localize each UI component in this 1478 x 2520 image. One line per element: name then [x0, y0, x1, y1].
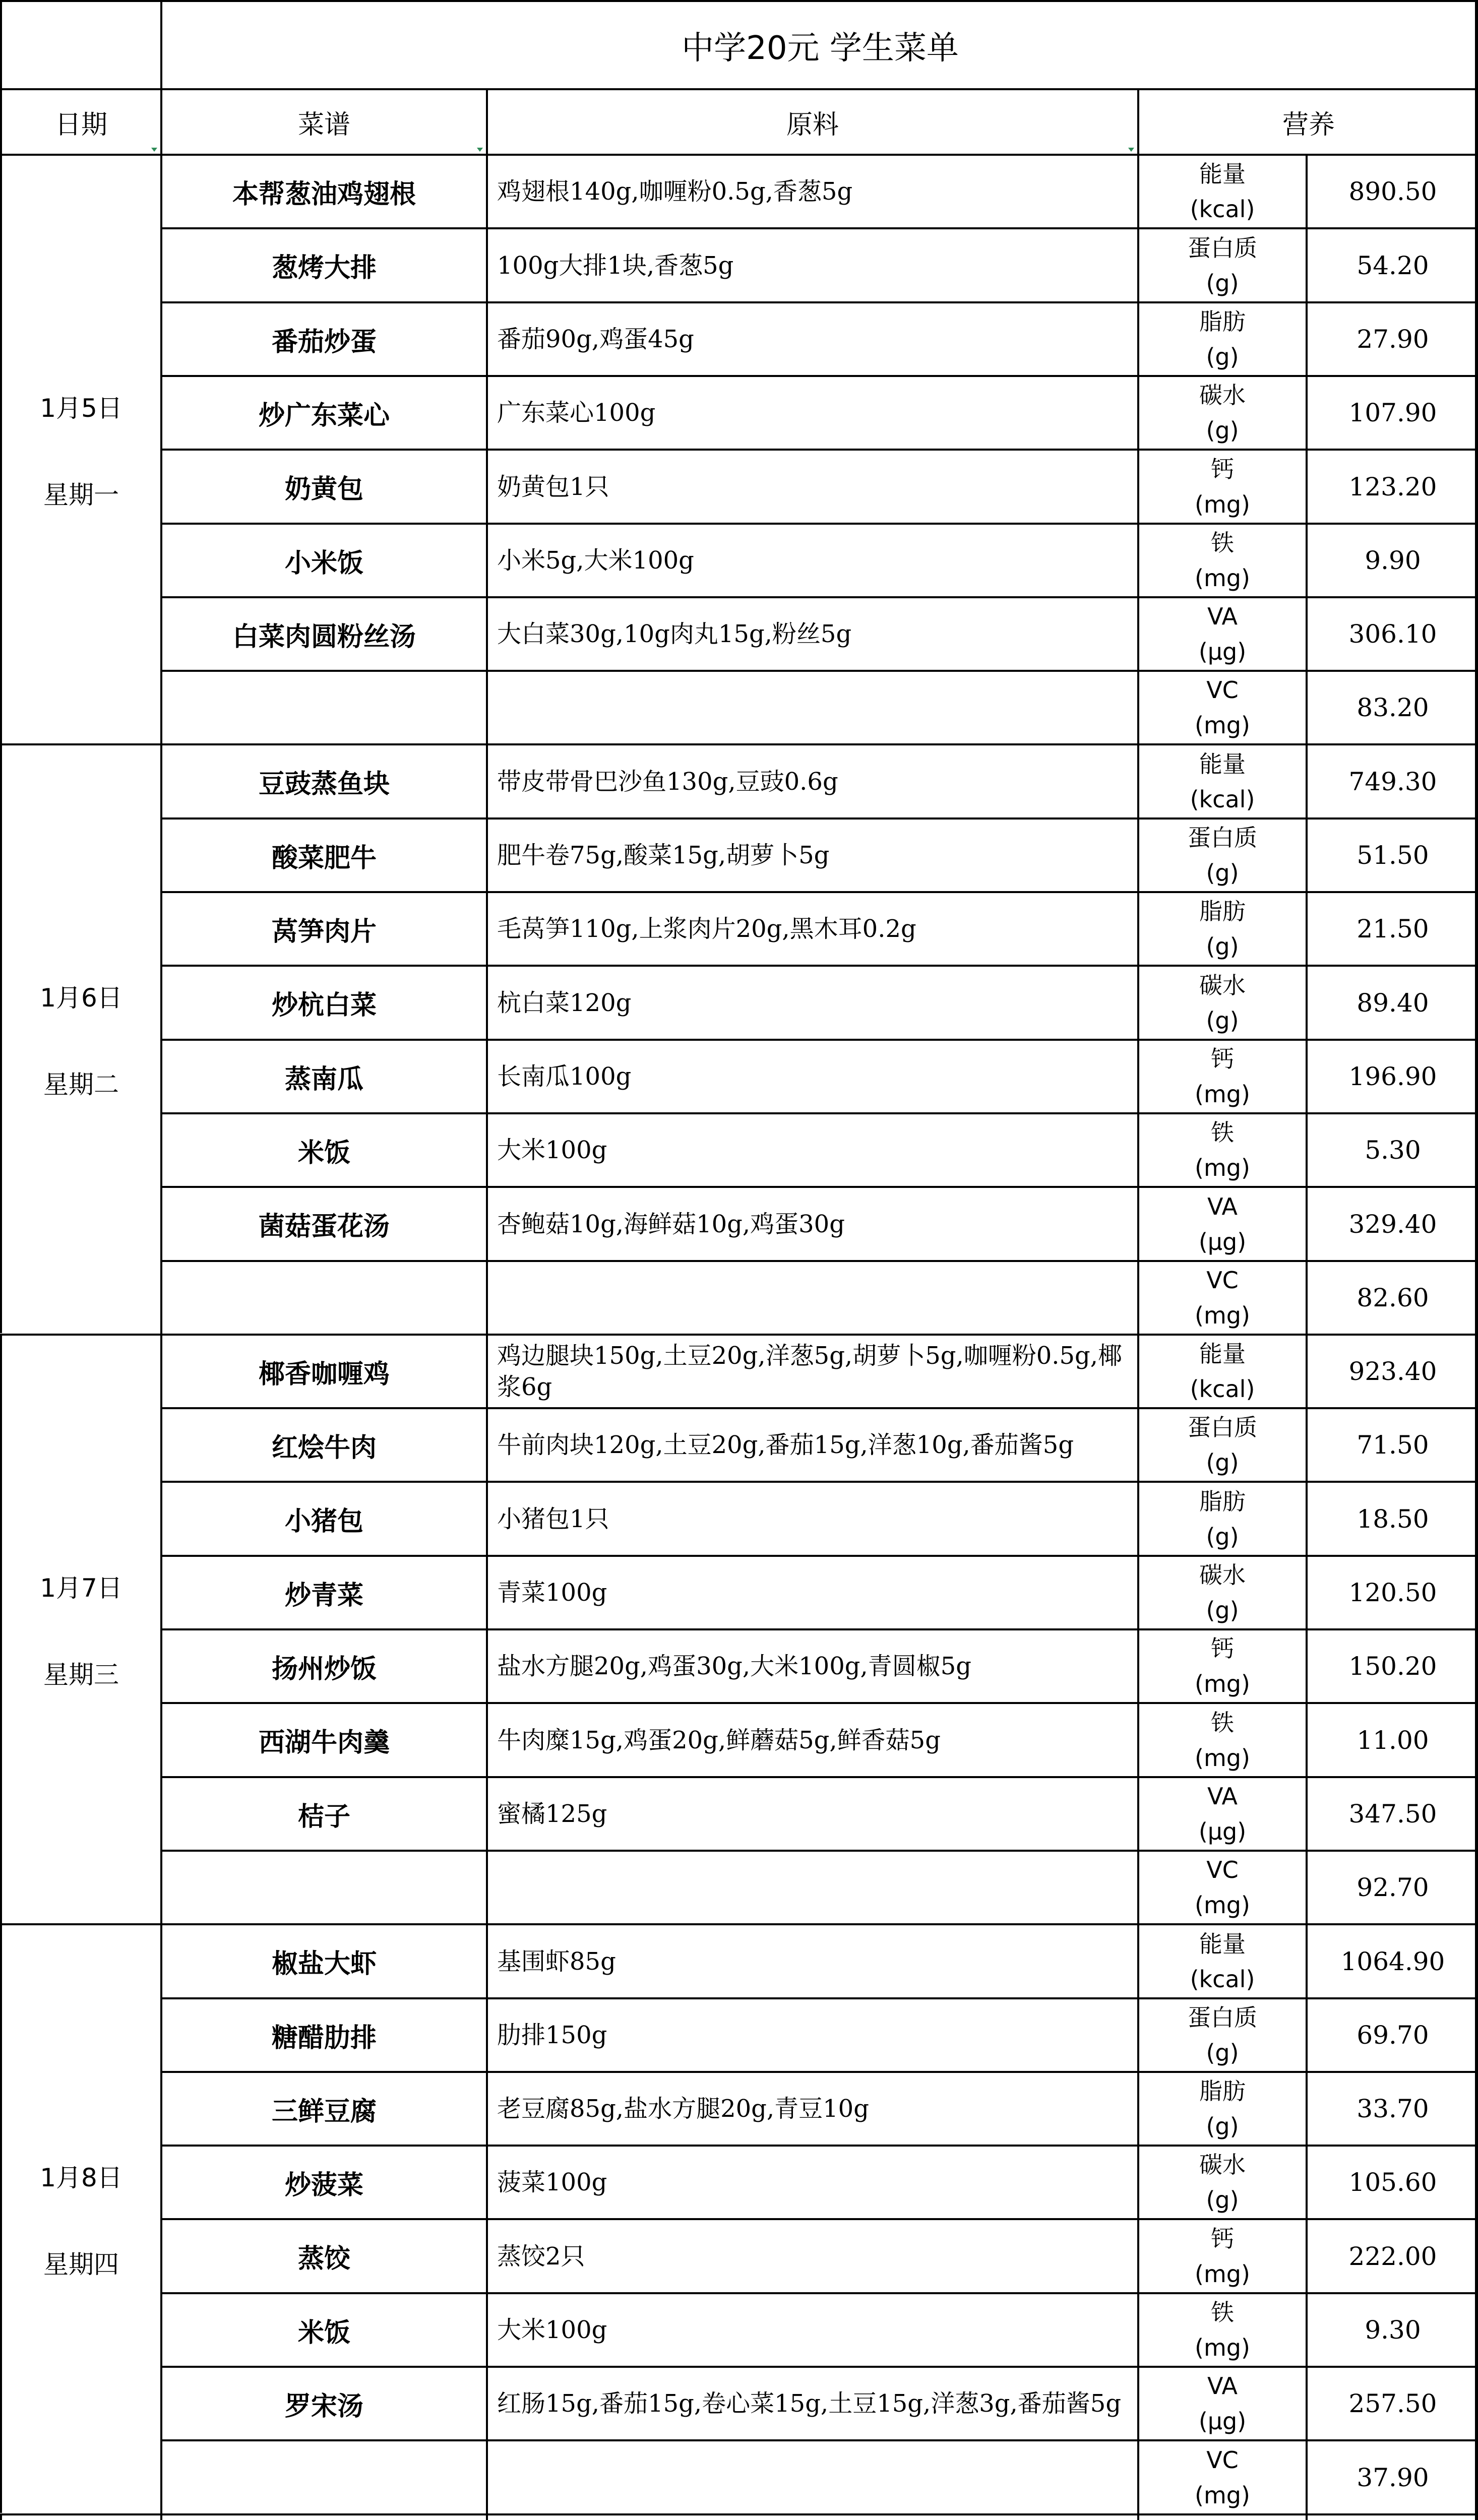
nutrient-label-cell[interactable]: VC (mg) [1137, 670, 1306, 743]
header-date-label: 日期 [54, 109, 107, 140]
day-weekday: 星期一 [43, 480, 119, 510]
dish-ingredients-cell[interactable]: 老豆腐85g,盐水方腿20g,青豆10g [486, 2071, 1137, 2145]
dish-ingredients-cell[interactable]: 牛肉糜15g,鸡蛋20g,鲜蘑菇5g,鲜香菇5g [486, 1702, 1137, 1776]
dish-name-cell[interactable]: 椰香咖喱鸡 [160, 1334, 486, 1407]
nutrient-value-cell[interactable]: 329.40 [1306, 1186, 1478, 1260]
dish-ingredients-cell[interactable]: 小米5g,大米100g [486, 523, 1137, 596]
dish-ingredients-cell[interactable]: 奶黄包1只 [486, 449, 1137, 523]
dish-ingredients-cell[interactable] [486, 670, 1137, 743]
dish-name-cell[interactable]: 罗宋汤 [160, 2366, 486, 2439]
dish-name-cell[interactable]: 蒸饺 [160, 2218, 486, 2292]
day-weekday: 星期二 [43, 1070, 119, 1099]
dish-ingredients-cell[interactable]: 菠菜100g [486, 2145, 1137, 2218]
nutrient-value-cell[interactable]: 37.90 [1306, 2439, 1478, 2513]
dish-ingredients-cell[interactable]: 蒸饺2只 [486, 2218, 1137, 2292]
nutrient-value-cell[interactable]: 196.90 [1306, 1039, 1478, 1112]
nutrient-label-cell[interactable] [1137, 2513, 1306, 2520]
dish-name-cell[interactable] [160, 2513, 486, 2520]
nutrient-label-cell[interactable]: VA (μg) [1137, 1186, 1306, 1260]
filter-dropdown-icon[interactable] [1128, 148, 1134, 152]
dish-ingredients-cell[interactable] [486, 1850, 1137, 1923]
nutrient-label-cell[interactable]: VC (mg) [1137, 1260, 1306, 1334]
dish-ingredients-cell[interactable]: 番茄90g,鸡蛋45g [486, 301, 1137, 375]
header-ingredients-label: 原料 [786, 109, 839, 140]
dish-name-cell[interactable]: 炒菠菜 [160, 2145, 486, 2218]
dish-ingredients-cell[interactable] [486, 1260, 1137, 1334]
dish-name-cell[interactable]: 小猪包 [160, 1481, 486, 1555]
nutrient-label-cell[interactable]: 铁 (mg) [1137, 2292, 1306, 2366]
dish-name-cell[interactable]: 菌菇蛋花汤 [160, 1186, 486, 1260]
nutrient-value-cell[interactable]: 890.50 [1306, 154, 1478, 227]
dish-ingredients-cell[interactable]: 大米100g [486, 1112, 1137, 1186]
nutrient-label-cell[interactable]: 钙 (mg) [1137, 1039, 1306, 1112]
nutrient-value-cell[interactable]: 5.30 [1306, 1112, 1478, 1186]
dish-ingredients-cell[interactable]: 大米100g [486, 2292, 1137, 2366]
nutrient-label-cell[interactable]: VC (mg) [1137, 2439, 1306, 2513]
dish-name-cell[interactable]: 蒸南瓜 [160, 1039, 486, 1112]
header-nutrition-label: 营养 [1282, 109, 1335, 140]
dish-ingredients-cell[interactable] [486, 2439, 1137, 2513]
table-right-border [1475, 0, 1478, 2520]
nutrient-label-cell[interactable]: 蛋白质 (g) [1137, 817, 1306, 891]
nutrient-label-cell[interactable]: 能量 (kcal) [1137, 154, 1306, 227]
day-date: 1月6日 [40, 983, 122, 1013]
day-date-cell[interactable] [0, 154, 160, 743]
day-weekday: 星期三 [43, 1660, 119, 1689]
nutrient-label-cell[interactable]: 铁 (mg) [1137, 1112, 1306, 1186]
dish-name-cell[interactable]: 桔子 [160, 1776, 486, 1850]
nutrient-label-cell[interactable]: 钙 (mg) [1137, 449, 1306, 523]
dish-ingredients-cell[interactable]: 100g大排1块,香葱5g [486, 227, 1137, 301]
dish-name-cell[interactable]: 葱烤大排 [160, 227, 486, 301]
nutrient-value-cell[interactable]: 11.00 [1306, 1702, 1478, 1776]
dish-name-cell[interactable]: 本帮葱油鸡翅根 [160, 154, 486, 227]
nutrient-value-cell[interactable]: 150.20 [1306, 1628, 1478, 1702]
dish-name-cell[interactable] [160, 2439, 486, 2513]
dish-ingredients-cell[interactable]: 肥牛卷75g,酸菜15g,胡萝卜5g [486, 817, 1137, 891]
header-date [0, 88, 160, 154]
nutrient-value-cell[interactable]: 82.60 [1306, 1260, 1478, 1334]
filter-dropdown-icon[interactable] [151, 148, 157, 152]
dish-name-cell[interactable] [160, 670, 486, 743]
nutrient-value-cell[interactable]: 92.70 [1306, 1850, 1478, 1923]
nutrient-label-cell[interactable]: 蛋白质 (g) [1137, 1997, 1306, 2071]
day-weekday: 星期四 [43, 2250, 119, 2279]
nutrient-value-cell[interactable]: 306.10 [1306, 596, 1478, 670]
dish-ingredients-cell[interactable]: 小猪包1只 [486, 1481, 1137, 1555]
header-menu [160, 88, 486, 154]
nutrient-label-cell[interactable]: 能量 (kcal) [1137, 1334, 1306, 1407]
nutrient-value-cell[interactable]: 33.70 [1306, 2071, 1478, 2145]
dish-name-cell[interactable]: 奶黄包 [160, 449, 486, 523]
dish-name-cell[interactable]: 白菜肉圆粉丝汤 [160, 596, 486, 670]
page-title: 中学20元 学生菜单 [160, 0, 1478, 88]
nutrient-value-cell[interactable]: 69.70 [1306, 1997, 1478, 2071]
nutrient-value-cell[interactable]: 105.60 [1306, 2145, 1478, 2218]
nutrient-value-cell[interactable]: 27.90 [1306, 301, 1478, 375]
day-date-cell[interactable] [0, 1334, 160, 1923]
nutrient-label-cell[interactable]: 脂肪 (g) [1137, 2071, 1306, 2145]
dish-name-cell[interactable]: 小米饭 [160, 523, 486, 596]
dish-name-cell[interactable]: 番茄炒蛋 [160, 301, 486, 375]
nutrient-label-cell[interactable]: 脂肪 (g) [1137, 301, 1306, 375]
nutrient-label-cell[interactable]: 能量 (kcal) [1137, 743, 1306, 817]
nutrient-value-cell[interactable]: 9.30 [1306, 2292, 1478, 2366]
nutrient-value-cell[interactable]: 749.30 [1306, 743, 1478, 817]
nutrient-value-cell[interactable]: 71.50 [1306, 1407, 1478, 1481]
nutrient-label-cell[interactable]: 能量 (kcal) [1137, 1923, 1306, 1997]
nutrient-value-cell[interactable]: 123.20 [1306, 449, 1478, 523]
nutrient-value-cell[interactable]: 83.20 [1306, 670, 1478, 743]
day-date-cell[interactable] [0, 743, 160, 1333]
dish-name-cell[interactable]: 炒广东菜心 [160, 375, 486, 449]
dish-ingredients-cell[interactable]: 青菜100g [486, 1555, 1137, 1628]
dish-ingredients-cell[interactable] [486, 2513, 1137, 2520]
nutrient-label-cell[interactable]: 脂肪 (g) [1137, 891, 1306, 965]
nutrient-value-cell[interactable]: 89.40 [1306, 965, 1478, 1039]
nutrient-value-cell[interactable]: 120.50 [1306, 1555, 1478, 1628]
nutrient-value-cell[interactable]: 923.40 [1306, 1334, 1478, 1407]
dish-name-cell[interactable]: 扬州炒饭 [160, 1628, 486, 1702]
day-date-cell[interactable] [0, 1923, 160, 2513]
dish-name-cell[interactable]: 红烩牛肉 [160, 1407, 486, 1481]
nutrient-value-cell[interactable]: 1064.90 [1306, 1923, 1478, 1997]
dish-ingredients-cell[interactable]: 蜜橘125g [486, 1776, 1137, 1850]
dish-ingredients-cell[interactable]: 红肠15g,番茄15g,卷心菜15g,土豆15g,洋葱3g,番茄酱5g [486, 2366, 1137, 2439]
dish-name-cell[interactable]: 糖醋肋排 [160, 1997, 486, 2071]
nutrient-label-cell[interactable]: VA (μg) [1137, 1776, 1306, 1850]
dish-name-cell[interactable]: 炒青菜 [160, 1555, 486, 1628]
dish-ingredients-cell[interactable]: 牛前肉块120g,土豆20g,番茄15g,洋葱10g,番茄酱5g [486, 1407, 1137, 1481]
dish-ingredients-cell[interactable]: 大白菜30g,10g肉丸15g,粉丝5g [486, 596, 1137, 670]
nutrient-label-cell[interactable]: 碳水 (g) [1137, 375, 1306, 449]
dish-name-cell[interactable]: 米饭 [160, 2292, 486, 2366]
nutrient-label-cell[interactable]: 碳水 (g) [1137, 1555, 1306, 1628]
nutrient-value-cell[interactable]: 54.20 [1306, 227, 1478, 301]
nutrient-value-cell[interactable]: 347.50 [1306, 1776, 1478, 1850]
header-ingredients [486, 88, 1137, 154]
nutrient-value-cell[interactable]: 21.50 [1306, 891, 1478, 965]
dish-ingredients-cell[interactable]: 带皮带骨巴沙鱼130g,豆豉0.6g [486, 743, 1137, 817]
dish-ingredients-cell[interactable]: 盐水方腿20g,鸡蛋30g,大米100g,青圆椒5g [486, 1628, 1137, 1702]
dish-ingredients-cell[interactable]: 杭白菜120g [486, 965, 1137, 1039]
nutrient-label-cell[interactable]: 蛋白质 (g) [1137, 227, 1306, 301]
dish-ingredients-cell[interactable]: 基围虾85g [486, 1923, 1137, 1997]
nutrient-value-cell[interactable]: 51.50 [1306, 817, 1478, 891]
dish-name-cell[interactable]: 西湖牛肉羹 [160, 1702, 486, 1776]
dish-ingredients-cell[interactable]: 鸡翅根140g,咖喱粉0.5g,香葱5g [486, 154, 1137, 227]
header-menu-label: 菜谱 [297, 109, 350, 140]
nutrient-value-cell[interactable]: 18.50 [1306, 1481, 1478, 1555]
nutrient-label-cell[interactable]: 碳水 (g) [1137, 965, 1306, 1039]
dish-ingredients-cell[interactable]: 杏鲍菇10g,海鲜菇10g,鸡蛋30g [486, 1186, 1137, 1260]
nutrient-value-cell[interactable]: 9.90 [1306, 523, 1478, 596]
dish-name-cell[interactable]: 豆豉蒸鱼块 [160, 743, 486, 817]
dish-name-cell[interactable]: 炒杭白菜 [160, 965, 486, 1039]
dish-name-cell[interactable]: 三鲜豆腐 [160, 2071, 486, 2145]
dish-ingredients-cell[interactable]: 长南瓜100g [486, 1039, 1137, 1112]
day-date: 1月5日 [40, 394, 122, 423]
blank-corner-cell[interactable] [0, 0, 160, 88]
dish-ingredients-cell[interactable]: 广东菜心100g [486, 375, 1137, 449]
day-date-cell[interactable] [0, 2513, 160, 2520]
nutrient-label-cell[interactable]: 蛋白质 (g) [1137, 1407, 1306, 1481]
dish-name-cell[interactable]: 莴笋肉片 [160, 891, 486, 965]
dish-ingredients-cell[interactable]: 鸡边腿块150g,土豆20g,洋葱5g,胡萝卜5g,咖喱粉0.5g,椰浆6g [486, 1334, 1137, 1407]
dish-name-cell[interactable]: 酸菜肥牛 [160, 817, 486, 891]
nutrient-value-cell[interactable]: 107.90 [1306, 375, 1478, 449]
nutrient-label-cell[interactable]: 脂肪 (g) [1137, 1481, 1306, 1555]
nutrient-label-cell[interactable]: 碳水 (g) [1137, 2145, 1306, 2218]
nutrient-label-cell[interactable]: VA (μg) [1137, 2366, 1306, 2439]
dish-name-cell[interactable]: 米饭 [160, 1112, 486, 1186]
nutrient-label-cell[interactable]: VA (μg) [1137, 596, 1306, 670]
day-date: 1月8日 [40, 2163, 122, 2192]
nutrient-value-cell[interactable]: 222.00 [1306, 2218, 1478, 2292]
nutrient-label-cell[interactable]: VC (mg) [1137, 1850, 1306, 1923]
nutrient-label-cell[interactable]: 铁 (mg) [1137, 1702, 1306, 1776]
nutrient-label-cell[interactable]: 钙 (mg) [1137, 2218, 1306, 2292]
dish-ingredients-cell[interactable]: 肋排150g [486, 1997, 1137, 2071]
nutrient-value-cell[interactable]: 257.50 [1306, 2366, 1478, 2439]
header-nutrition [1137, 88, 1478, 154]
filter-dropdown-icon[interactable] [477, 148, 483, 152]
dish-name-cell[interactable]: 椒盐大虾 [160, 1923, 486, 1997]
dish-ingredients-cell[interactable]: 毛莴笋110g,上浆肉片20g,黑木耳0.2g [486, 891, 1137, 965]
nutrient-label-cell[interactable]: 铁 (mg) [1137, 523, 1306, 596]
day-date: 1月7日 [40, 1573, 122, 1603]
nutrient-value-cell[interactable] [1306, 2513, 1478, 2520]
nutrient-label-cell[interactable]: 钙 (mg) [1137, 1628, 1306, 1702]
dish-name-cell[interactable] [160, 1850, 486, 1923]
dish-name-cell[interactable] [160, 1260, 486, 1334]
